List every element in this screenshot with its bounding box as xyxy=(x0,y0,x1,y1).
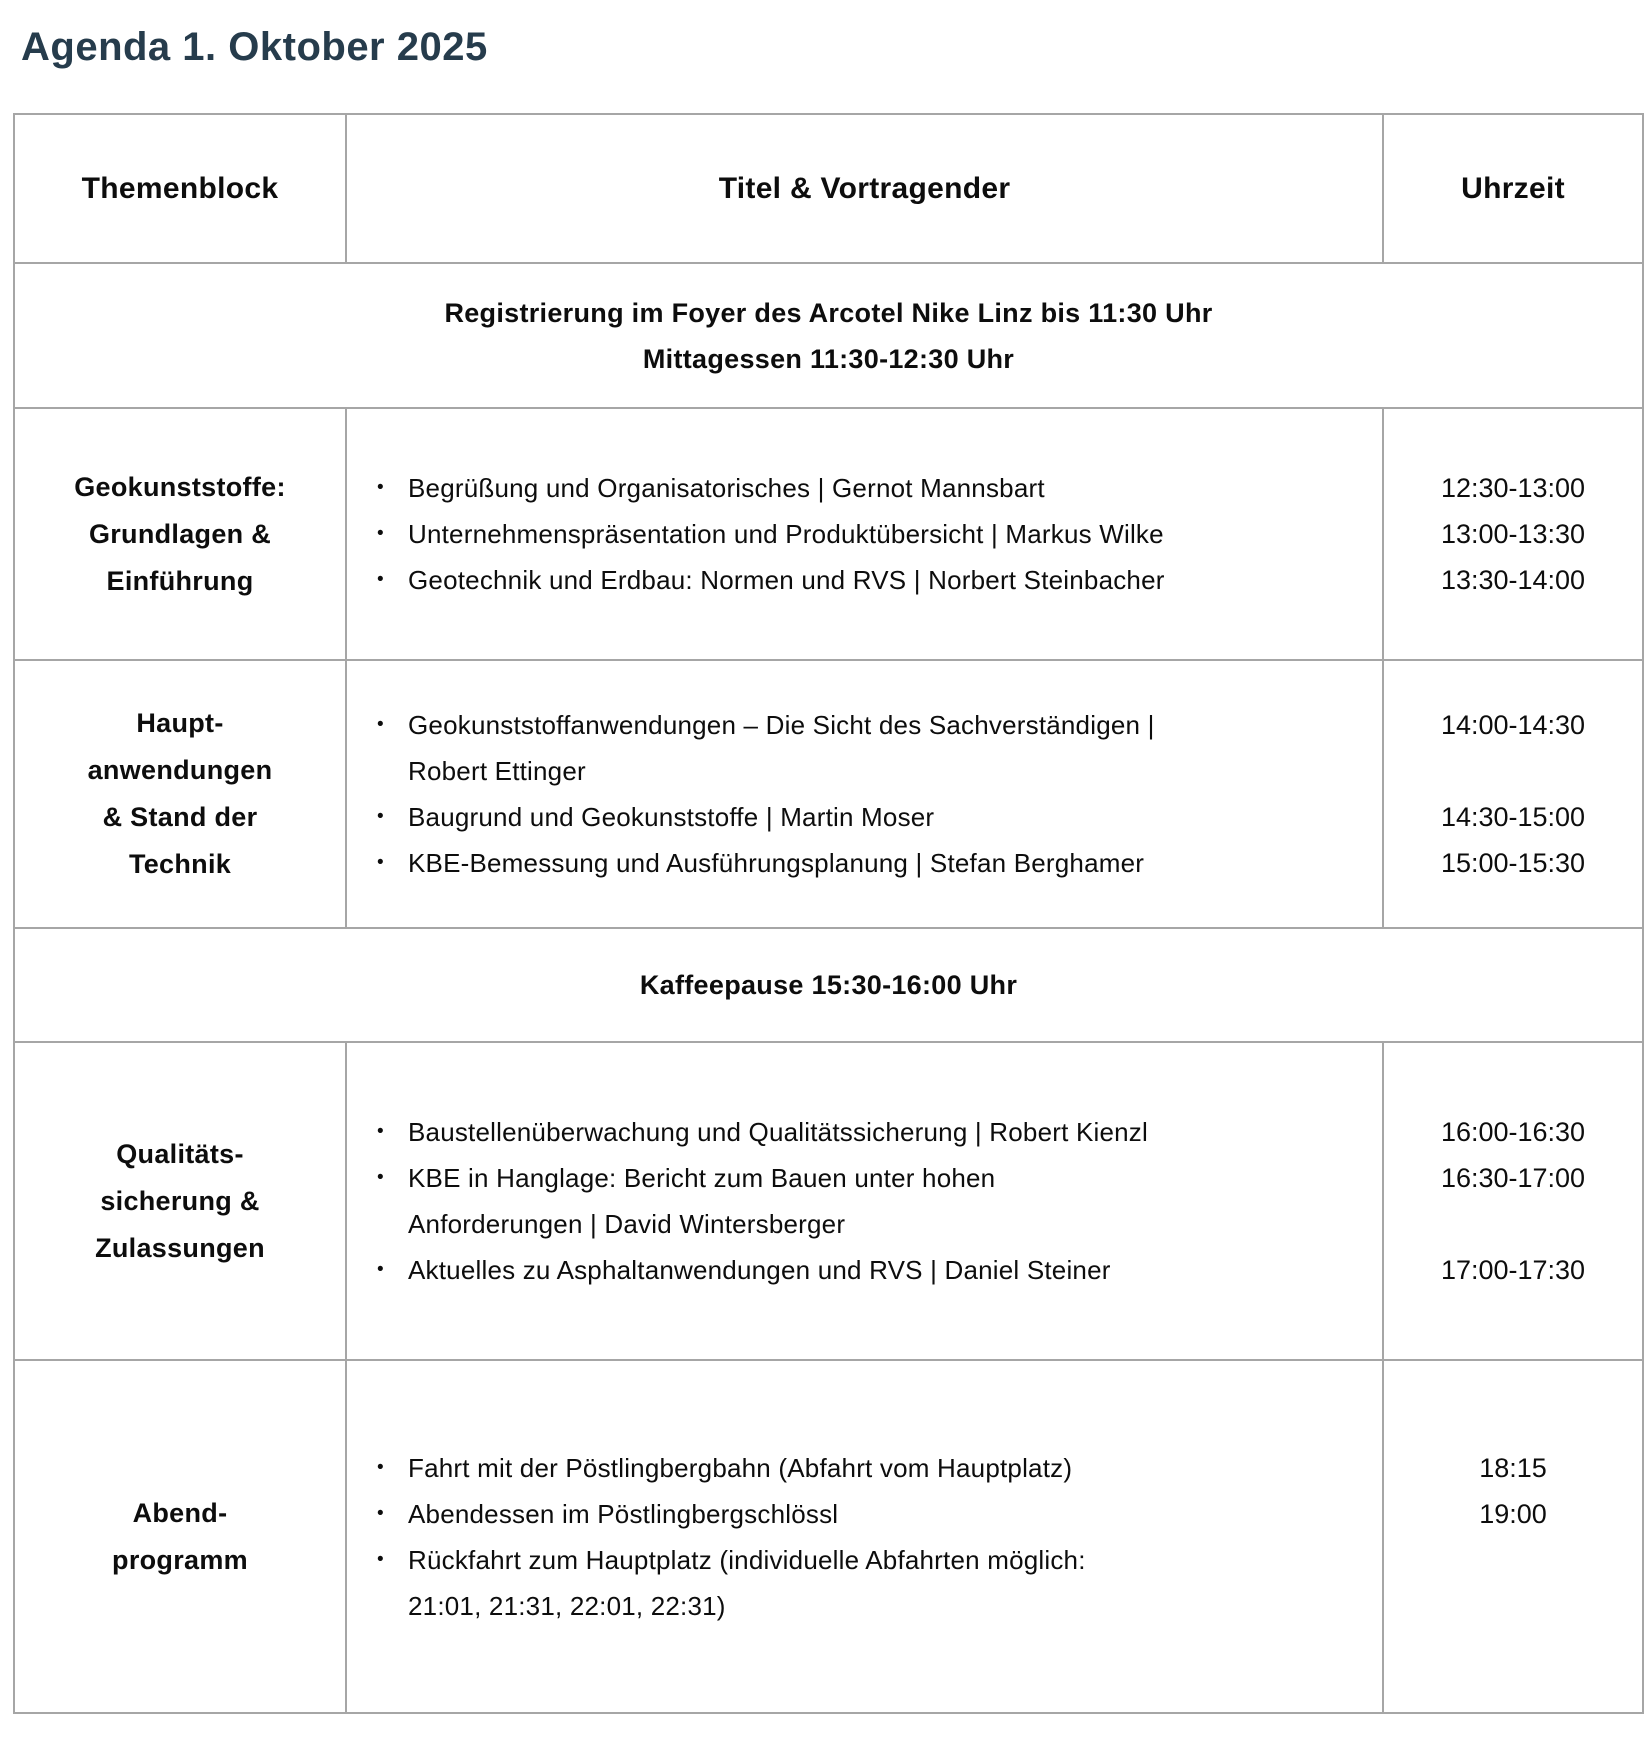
header-themenblock xyxy=(15,115,345,262)
themenblock-line: sicherung & xyxy=(100,1185,260,1216)
times-cell xyxy=(1382,409,1642,659)
agenda-item xyxy=(377,511,1372,557)
time-value: 13:30-14:00 xyxy=(1440,565,1586,595)
bullet-icon: • xyxy=(377,1259,384,1280)
time-value: 12:30-13:00 xyxy=(1440,473,1586,503)
themenblock-line: Grundlagen & xyxy=(88,518,272,549)
bullet-icon: • xyxy=(377,1502,384,1524)
coffee-break-line: Kaffeepause 15:30-16:00 Uhr xyxy=(639,970,1018,1000)
agenda-item-text: Rückfahrt zum Hauptplatz (individuelle Abfahrten möglich: xyxy=(408,1544,1086,1575)
agenda-item-text: Geotechnik und Erdbau: Normen und RVS | Norbert Steinbacher xyxy=(408,565,1165,595)
bullet-icon: • xyxy=(377,806,384,827)
time-spacer xyxy=(1384,1201,1642,1247)
time-value: 19:00 xyxy=(1479,1498,1547,1529)
agenda-item xyxy=(377,702,1372,794)
agenda-item-text: KBE in Hanglage: Bericht zum Bauen unter hohen xyxy=(408,1163,996,1193)
time-spacer xyxy=(1384,1537,1642,1583)
session-row-abendprogramm xyxy=(15,1359,1642,1712)
time-value: 14:00-14:30 xyxy=(1440,710,1586,740)
bullet-icon: • xyxy=(377,1167,384,1188)
topics-cell xyxy=(345,409,1382,659)
topics-cell xyxy=(345,661,1382,927)
agenda-item-text: Baustellenüberwachung und Qualitätssicherung | Robert Kienzl xyxy=(408,1117,1148,1147)
themenblock-cell xyxy=(15,409,345,659)
bullet-icon: • xyxy=(377,714,384,735)
themenblock-line: Technik xyxy=(128,849,232,879)
agenda-item-text: Geokunststoffanwendungen – Die Sicht des Sachverständigen | xyxy=(408,710,1155,740)
agenda-item-text: Anforderungen | David Wintersberger xyxy=(408,1209,846,1239)
agenda-item xyxy=(377,1445,1372,1491)
themenblock-cell xyxy=(15,661,345,927)
registration-line: Registrierung im Foyer des Arcotel Nike Linz bis 11:30 Uhr xyxy=(444,297,1213,328)
agenda-item xyxy=(377,1537,1372,1629)
bullet-icon: • xyxy=(377,523,384,544)
time-spacer xyxy=(1384,1583,1642,1629)
agenda-item xyxy=(377,1109,1372,1155)
themenblock-line: Abend- xyxy=(132,1497,228,1528)
agenda-item-text: Fahrt mit der Pöstlingbergbahn (Abfahrt vom Hauptplatz) xyxy=(408,1452,1073,1483)
time-value: 15:00-15:30 xyxy=(1440,848,1586,878)
themenblock-line: programm xyxy=(112,1544,248,1575)
agenda-item xyxy=(377,1491,1372,1537)
agenda-item-text: Aktuelles zu Asphaltanwendungen und RVS | Daniel Steiner xyxy=(408,1255,1111,1285)
times-cell xyxy=(1382,1361,1642,1712)
time-value: 17:00-17:30 xyxy=(1440,1255,1586,1285)
header-themenblock-label: Themenblock xyxy=(81,171,279,205)
session-row-hauptanwendungen xyxy=(15,659,1642,927)
registration-row xyxy=(15,262,1642,407)
session-row-qualitaetssicherung xyxy=(15,1041,1642,1359)
time-value: 16:00-16:30 xyxy=(1440,1117,1586,1147)
header-titel-vortragender-label: Titel & Vortragender xyxy=(718,171,1011,205)
times-cell xyxy=(1382,661,1642,927)
session-row-geokunststoffe xyxy=(15,407,1642,659)
time-value: 16:30-17:00 xyxy=(1440,1163,1586,1193)
bullet-icon: • xyxy=(377,1121,384,1142)
topics-cell xyxy=(345,1361,1382,1712)
agenda-item-text: Robert Ettinger xyxy=(408,756,586,786)
bullet-icon: • xyxy=(377,477,384,498)
agenda-item-text: Unternehmenspräsentation und Produktübersicht | Markus Wilke xyxy=(408,519,1164,549)
agenda-item-text: 21:01, 21:31, 22:01, 22:31) xyxy=(408,1590,726,1621)
time-value: 14:30-15:00 xyxy=(1440,802,1586,832)
times-cell xyxy=(1382,1043,1642,1359)
table-header-row xyxy=(15,115,1642,262)
agenda-item xyxy=(377,1155,1372,1247)
time-spacer xyxy=(1384,748,1642,794)
page-title: Agenda 1. Oktober 2025 xyxy=(21,25,488,69)
agenda-item-text: Baugrund und Geokunststoffe | Martin Moser xyxy=(408,802,935,832)
bullet-icon: • xyxy=(377,1548,384,1570)
themenblock-line: Geokunststoffe: xyxy=(74,471,286,502)
agenda-item xyxy=(377,794,1372,840)
lunch-line: Mittagessen 11:30-12:30 Uhr xyxy=(642,343,1015,374)
bullet-icon: • xyxy=(377,569,384,590)
themenblock-cell xyxy=(15,1043,345,1359)
agenda-item-text: KBE-Bemessung und Ausführungsplanung | Stefan Berghamer xyxy=(408,848,1145,878)
agenda-page xyxy=(0,22,1652,1714)
agenda-item-text: Abendessen im Pöstlingbergschlössl xyxy=(408,1498,839,1529)
bullet-icon: • xyxy=(377,852,384,873)
agenda-item xyxy=(377,557,1372,603)
bullet-icon: • xyxy=(377,1456,384,1478)
themenblock-line: Zulassungen xyxy=(95,1232,265,1263)
header-titel-vortragender xyxy=(345,115,1382,262)
topics-cell xyxy=(345,1043,1382,1359)
themenblock-line: anwendungen xyxy=(87,755,273,785)
agenda-item xyxy=(377,465,1372,511)
agenda-table xyxy=(13,113,1644,1714)
header-uhrzeit xyxy=(1382,115,1642,262)
themenblock-line: Haupt- xyxy=(136,708,224,738)
themenblock-line: Qualitäts- xyxy=(116,1138,244,1169)
header-uhrzeit-label: Uhrzeit xyxy=(1461,171,1565,205)
themenblock-line: & Stand der xyxy=(102,802,258,832)
coffee-break-row xyxy=(15,927,1642,1041)
agenda-item xyxy=(377,840,1372,886)
themenblock-line: Einführung xyxy=(106,565,254,596)
time-value: 18:15 xyxy=(1479,1452,1547,1483)
time-value: 13:00-13:30 xyxy=(1440,519,1586,549)
themenblock-cell xyxy=(15,1361,345,1712)
agenda-item-text: Begrüßung und Organisatorisches | Gernot Mannsbart xyxy=(408,473,1045,503)
agenda-item xyxy=(377,1247,1372,1293)
